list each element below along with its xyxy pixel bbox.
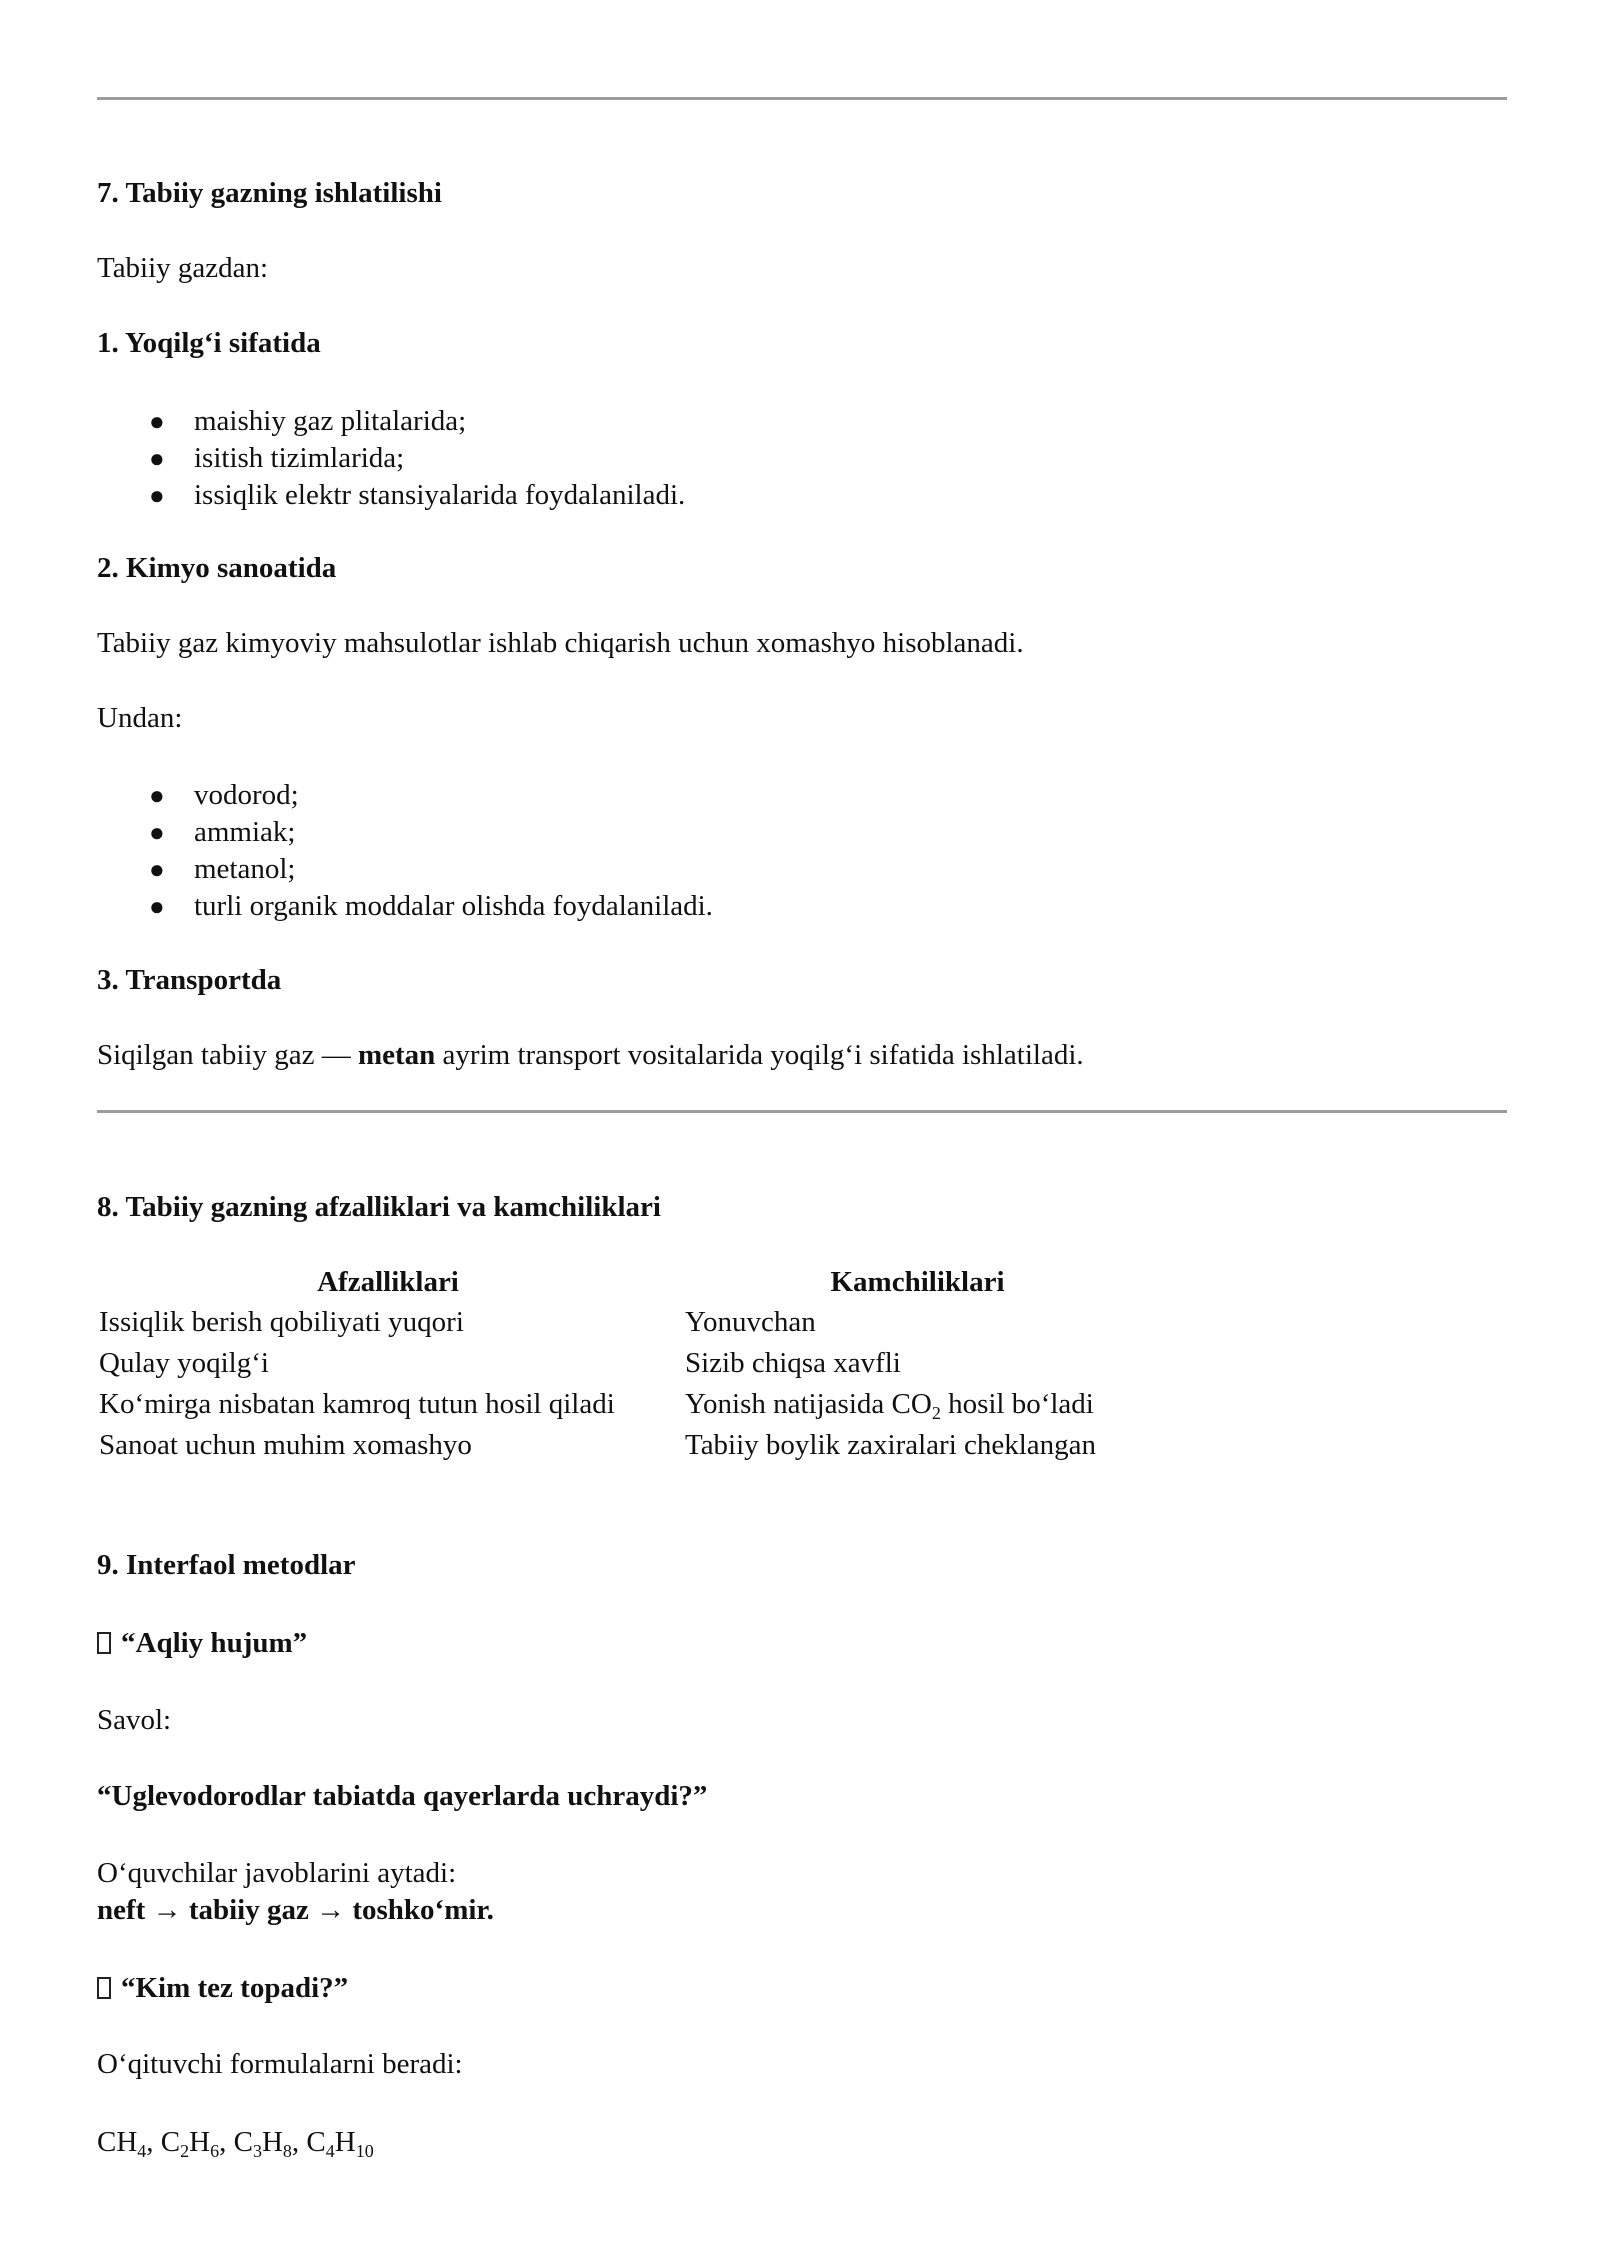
bullet-icon: ● <box>149 481 165 510</box>
formula-ch4: $CH_4$ <box>97 2126 147 2161</box>
table-cell: Tabiiy boylik zaxiralari cheklangan <box>685 1429 1097 1461</box>
formula-c2h6: $C_2H_6$ <box>160 2126 220 2161</box>
list-item: ● turli organik moddalar olishda foydalaniladi. <box>97 888 713 925</box>
question-text: “Uglevodorodlar tabiatda qayerlarda uchraydi?” <box>97 1780 708 1812</box>
list-item: ● maishiy gaz plitalarida; <box>97 403 685 440</box>
teacher-text: O‘qituvchi formulalarni beradi: <box>97 2048 463 2080</box>
savol-label: Savol: <box>97 1704 172 1736</box>
bullet-icon: ● <box>149 818 165 847</box>
bullet-icon: ● <box>149 855 165 884</box>
chemical-products-list <box>97 777 713 925</box>
subsection-2-heading: 2. Kimyo sanoatida <box>97 552 337 584</box>
missing-glyph-icon <box>97 1977 111 1999</box>
table-cell: Yonuvchan <box>685 1306 816 1338</box>
cons-column <box>685 1264 1150 1468</box>
bullet-icon: ● <box>149 444 165 473</box>
section-8-heading: 8. Tabiiy gazning afzalliklari va kamchiliklari <box>97 1191 661 1223</box>
missing-glyph-icon <box>97 1632 111 1654</box>
section-7-heading: 7. Tabiiy gazning ishlatilishi <box>97 177 442 209</box>
metan-bold: metan <box>357 1039 436 1071</box>
table-cell: Qulay yoqilg‘i <box>99 1347 269 1379</box>
subsection-1-heading: 1. Yoqilg‘i sifatida <box>97 327 321 359</box>
undan-label: Undan: <box>97 702 183 734</box>
answer-intro: O‘quvchilar javoblarini aytadi: <box>97 1857 457 1889</box>
table-cell: Sizib chiqsa xavfli <box>685 1347 901 1379</box>
subsection-3-text: Siqilgan tabiiy gaz — metan ayrim transport vositalarida yoqilg‘i sifatida ishlatiladi. <box>97 1039 1084 1071</box>
method-1-title: “Aqliy hujum” <box>97 1625 307 1662</box>
list-item: ● vodorod; <box>97 777 713 814</box>
table-cell: Ko‘mirga nisbatan kamroq tutun hosil qiladi <box>99 1388 615 1420</box>
method-2-title: “Kim tez topadi?” <box>97 1970 348 2007</box>
list-item: ● metanol; <box>97 851 713 888</box>
section-7-intro: Tabiiy gazdan: <box>97 252 269 284</box>
list-item: ● ammiak; <box>97 814 713 851</box>
bullet-icon: ● <box>149 407 165 436</box>
fuel-uses-list <box>97 403 685 514</box>
formula-list: $CH_4$, $C_2H_6$, $C_3H_8$, $C_4H_{10}$ <box>97 2126 374 2161</box>
table-cell: Yonish natijasida $CO_2$ hosil bo‘ladi <box>685 1388 1094 1423</box>
list-item: ● issiqlik elektr stansiyalarida foydalaniladi. <box>97 477 685 514</box>
table-cell: Sanoat uchun muhim xomashyo <box>99 1429 472 1461</box>
list-item: ● isitish tizimlarida; <box>97 440 685 477</box>
bullet-icon: ● <box>149 892 165 921</box>
subsection-3-heading: 3. Transportda <box>97 964 282 996</box>
cons-header: Kamchiliklari <box>830 1266 1005 1298</box>
pros-header: Afzalliklari <box>317 1266 459 1298</box>
pros-column <box>99 1264 677 1468</box>
section-9-heading: 9. Interfaol metodlar <box>97 1549 356 1581</box>
answer-chain: neft → tabiiy gaz → toshko‘mir. <box>97 1894 494 1926</box>
divider-top <box>97 97 1507 100</box>
formula-c4h10: $C_4H_{10}$ <box>306 2126 374 2161</box>
bullet-icon: ● <box>149 781 165 810</box>
table-cell: Issiqlik berish qobiliyati yuqori <box>99 1306 464 1338</box>
subsection-2-text: Tabiiy gaz kimyoviy mahsulotlar ishlab chiqarish uchun xomashyo hisoblanadi. <box>97 627 1024 659</box>
formula-c3h8: $C_3H_8$ <box>233 2126 292 2161</box>
divider-middle <box>97 1110 1507 1113</box>
